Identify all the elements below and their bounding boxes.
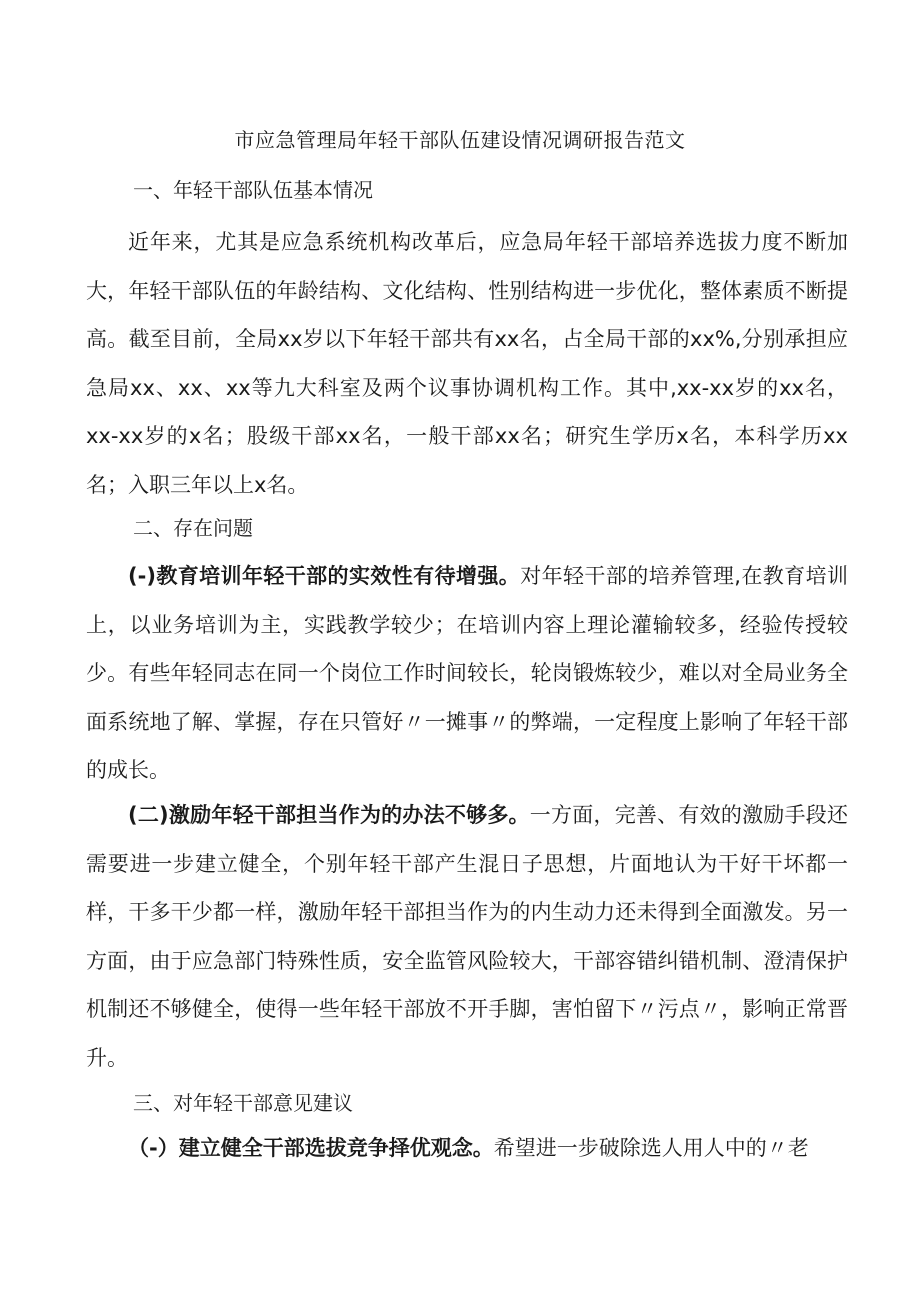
- section-2-heading: 二、存在问题: [133, 516, 253, 540]
- section-2-item-1-lead: (-)教育培训年轻干部的实效性有待增强。: [128, 564, 521, 588]
- section-2-item-2: [86, 791, 848, 1083]
- section-1-paragraph: 近年来，尤其是应急系统机构改革后，应急局年轻干部培养选拔力度不断加大，年轻干部队伍的年龄结构、文化结构、性别结构进一步优化，整体素质不断提高。截至目前，全局xx岁以下年轻干部共有xx名，占全局干部的xx%,分别承担应急局xx、xx、xx等九大科室及两个议事协调机构工作。其中,xx-xx岁的xx名，xx-xx岁的x名；股级干部xx名，一般干部xx名；研究生学历x名，本科学历xx名；入职三年以上x名。: [86, 230, 848, 497]
- section-2-item-1-body: 对年轻干部的培养管理,在教育培训上，以业务培训为主，实践教学较少；在培训内容上理论灌输较多，经验传授较少。有些年轻同志在同一个岗位工作时间较长，轮岗锻炼较少，难以对全局业务全面系统地了解、掌握，存在只管好〃一摊事〃的弊端，一定程度上影响了年轻干部的成长。: [86, 564, 848, 783]
- document-title: 市应急管理局年轻干部队伍建设情况调研报告范文: [234, 128, 686, 152]
- section-3-item-1-lead: （-）建立健全干部选拔竞争择优观念。: [128, 1136, 494, 1160]
- section-1-heading: 一、年轻干部队伍基本情况: [133, 178, 373, 202]
- section-2-item-1: [86, 552, 848, 795]
- section-2-item-2-lead: (二)激励年轻干部担当作为的办法不够多。: [128, 803, 530, 827]
- section-2-item-2-body: 一方面，完善、有效的激励手段还需要进一步建立健全，个别年轻干部产生混日子思想，片面地认为干好干坏都一样，干多干少都一样，激励年轻干部担当作为的内生动力还未得到全面激发。另一方面，由于应急部门特殊性质，安全监管风险较大，干部容错纠错机制、澄清保护机制还不够健全，使得一些年轻干部放不开手脚，害怕留下〃污点〃，影响正常晋升。: [86, 803, 848, 1070]
- section-3-item-1: [86, 1124, 848, 1173]
- section-3-item-1-body: 希望进一步破除选人用人中的〃老: [493, 1136, 809, 1160]
- section-3-heading: 三、对年轻干部意见建议: [133, 1091, 353, 1115]
